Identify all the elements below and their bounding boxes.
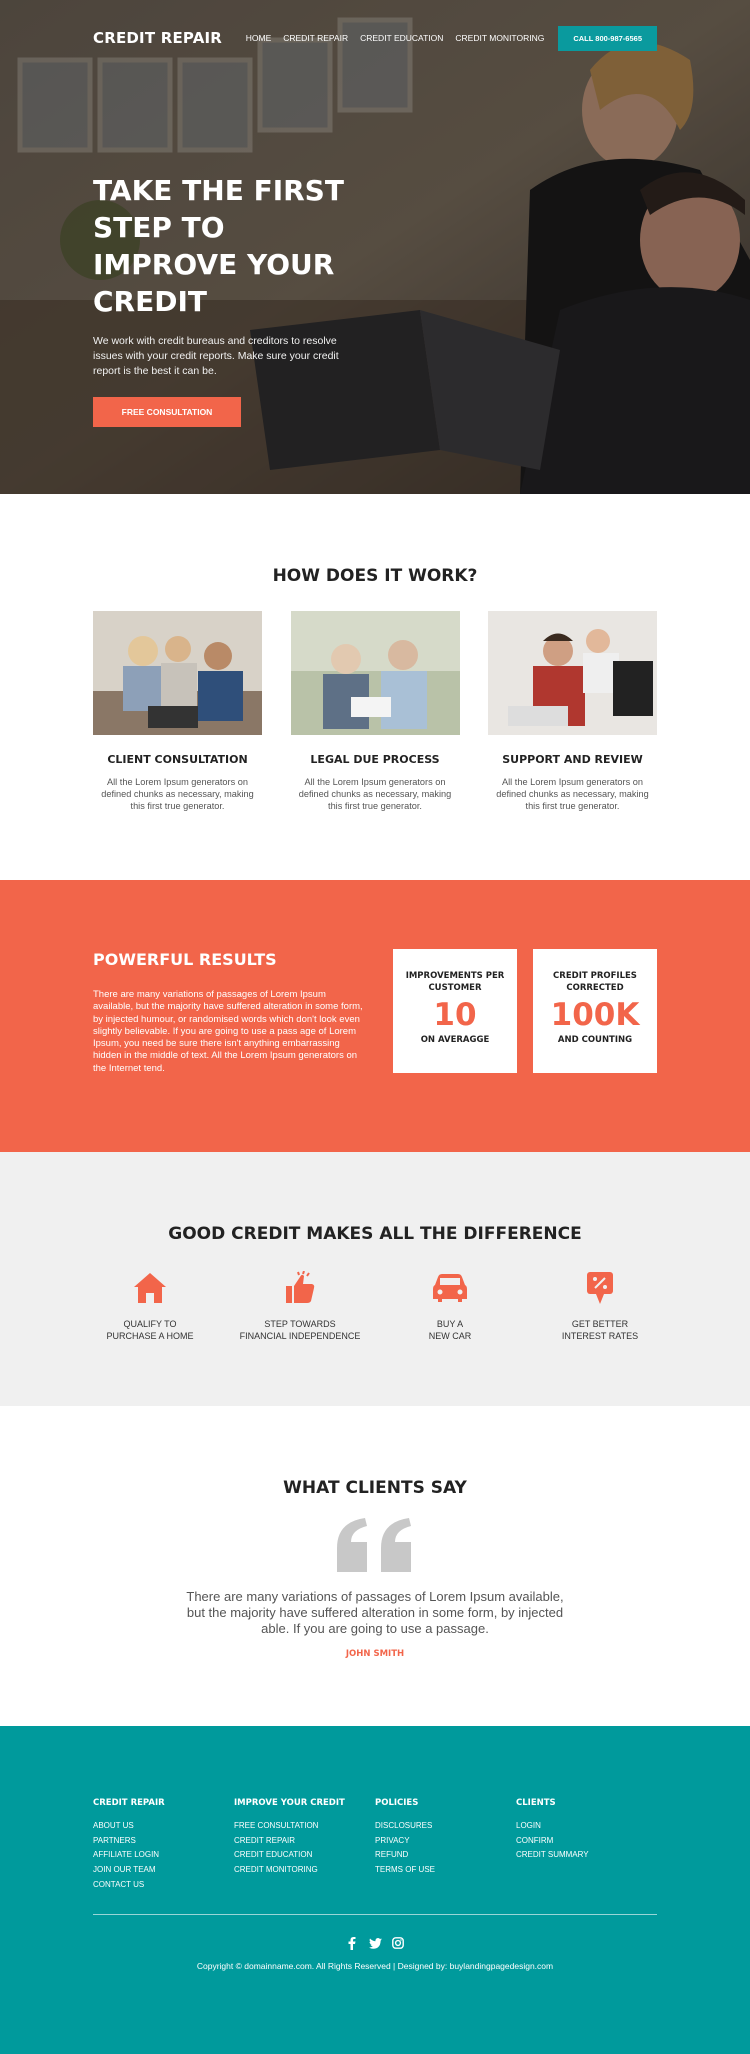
stat-value: 10 [433,997,477,1033]
footer-link-refund[interactable]: REFUND [375,1850,409,1860]
hero-title: TAKE THE FIRST STEP TO IMPROVE YOUR CREDIT [93,174,344,318]
twitter-icon[interactable] [369,1937,382,1950]
benefit-item [375,1270,525,1342]
benefit-item [75,1270,225,1342]
benefit-label: GET BETTER INTEREST RATES [561,1319,639,1341]
benefit-label: QUALIFY TO PURCHASE A HOME [106,1319,194,1341]
how-cards [93,611,657,812]
nav-credit-repair[interactable]: CREDIT REPAIR [283,33,349,43]
footer-column-title: POLICIES [375,1798,419,1808]
footer-link-partners[interactable]: PARTNERS [93,1835,136,1845]
house-icon [75,1270,225,1306]
footer-columns [93,1798,657,1893]
footer-link-join-our-team[interactable]: JOIN OUR TEAM [93,1865,156,1875]
benefits [75,1270,675,1342]
nav-home[interactable]: HOME [245,33,272,43]
card-title: SUPPORT AND REVIEW [502,753,643,766]
footer-column [93,1798,234,1893]
footer-link-affiliate-login[interactable]: AFFILIATE LOGIN [93,1850,160,1860]
benefit-item [525,1270,675,1342]
results-text: There are many variations of passages of Lorem Ipsum available, but the majority have suffered alteration in some form, by injected humour, or randomised words which don't look even slightly believable. If you are going to use a pass age of Lorem Ipsum, you need be sure there isn't anything embarrassing hidden in the middle of text. All the Lorem Ipsum generators on the Internet tend. [93,989,363,1074]
footer-link-about-us[interactable]: ABOUT US [93,1821,134,1830]
main-menu [246,33,545,43]
support-review-photo [488,611,657,735]
benefit-label: BUY A NEW CAR [428,1319,472,1341]
how-card [291,611,460,812]
how-title: HOW DOES IT WORK? [272,566,478,586]
stat-sub: AND COUNTING [557,1035,633,1045]
hero-section [0,0,750,494]
testimonial-title: WHAT CLIENTS SAY [283,1478,467,1498]
footer-link-credit-summary[interactable]: CREDIT SUMMARY [516,1850,589,1860]
hero-text: We work with credit bureaus and creditors to resolve issues with your credit reports. Make sure your credit report is the best it can be. [93,335,339,377]
footer-column-title: CLIENTS [516,1798,556,1808]
stats [393,949,657,1152]
legal-process-photo [291,611,460,735]
benefit-item [225,1270,375,1342]
footer-link-credit-repair[interactable]: CREDIT REPAIR [234,1835,296,1845]
copyright: Copyright © domainname.com. All Rights Reserved | Designed by: buylandingpagedesign.com [196,1960,554,1971]
testimonial-author: JOHN SMITH [345,1649,405,1659]
instagram-icon[interactable] [392,1937,405,1950]
how-card [93,611,262,812]
results-section [0,880,750,1152]
footer-link-confirm[interactable]: CONFIRM [516,1835,554,1845]
footer-link-credit-education[interactable]: CREDIT EDUCATION [234,1850,313,1860]
facebook-icon[interactable] [346,1937,359,1950]
top-nav [0,0,750,76]
social-links [93,1937,657,1950]
footer-link-disclosures[interactable]: DISCLOSURES [375,1821,433,1830]
footer-link-terms-of-use[interactable]: TERMS OF USE [375,1865,436,1875]
footer-column [375,1798,516,1893]
testimonial-text: There are many variations of passages of Lorem Ipsum available, but the majority have suffered alteration in some form, by injected able. If you are going to use a passage. [186,1589,564,1636]
nav-credit-education[interactable]: CREDIT EDUCATION [360,33,444,43]
footer-link-privacy[interactable]: PRIVACY [375,1835,410,1845]
benefit-label: STEP TOWARDS FINANCIAL INDEPENDENCE [239,1319,361,1341]
card-text: All the Lorem Ipsum generators on defined chunks as necessary, making this first true generator. [101,777,254,811]
footer-column-title: CREDIT REPAIR [93,1798,165,1808]
results-left [93,950,363,1152]
footer [0,1726,750,2054]
how-it-works-section [0,494,750,880]
card-text: All the Lorem Ipsum generators on defined chunks as necessary, making this first true generator. [496,777,649,811]
logo[interactable]: CREDIT REPAIR [93,29,223,47]
nav-credit-monitoring[interactable]: CREDIT MONITORING [455,33,545,43]
footer-link-contact-us[interactable]: CONTACT US [93,1879,145,1889]
difference-section [0,1152,750,1406]
footer-link-free-consultation[interactable]: FREE CONSULTATION [234,1821,319,1830]
card-title: LEGAL DUE PROCESS [310,753,440,766]
stat-box [533,949,657,1073]
card-title: CLIENT CONSULTATION [107,753,248,766]
call-button[interactable]: CALL 800-987-6565 [558,26,657,51]
footer-divider [93,1914,657,1915]
hero-content [93,172,363,427]
stat-value: 100K [550,997,640,1033]
quote-icon [335,1518,415,1572]
footer-link-login[interactable]: LOGIN [516,1821,541,1830]
testimonial-section [0,1406,750,1726]
interest-rate-icon [525,1270,675,1306]
free-consultation-button[interactable]: FREE CONSULTATION [93,397,241,427]
footer-link-credit-monitoring[interactable]: CREDIT MONITORING [234,1865,318,1875]
difference-title: GOOD CREDIT MAKES ALL THE DIFFERENCE [168,1224,582,1244]
car-icon [375,1270,525,1306]
footer-column-title: IMPROVE YOUR CREDIT [234,1798,345,1808]
consultation-photo [93,611,262,735]
stat-label: IMPROVEMENTS PER CUSTOMER [405,971,505,993]
stat-box [393,949,517,1073]
card-text: All the Lorem Ipsum generators on defined chunks as necessary, making this first true generator. [298,777,452,811]
footer-column [516,1798,657,1893]
results-title: POWERFUL RESULTS [93,950,277,969]
thumbs-up-icon [225,1270,375,1306]
footer-column [234,1798,375,1893]
how-card [488,611,657,812]
stat-label: CREDIT PROFILES CORRECTED [553,971,637,993]
stat-sub: ON AVERAGGE [420,1035,490,1045]
